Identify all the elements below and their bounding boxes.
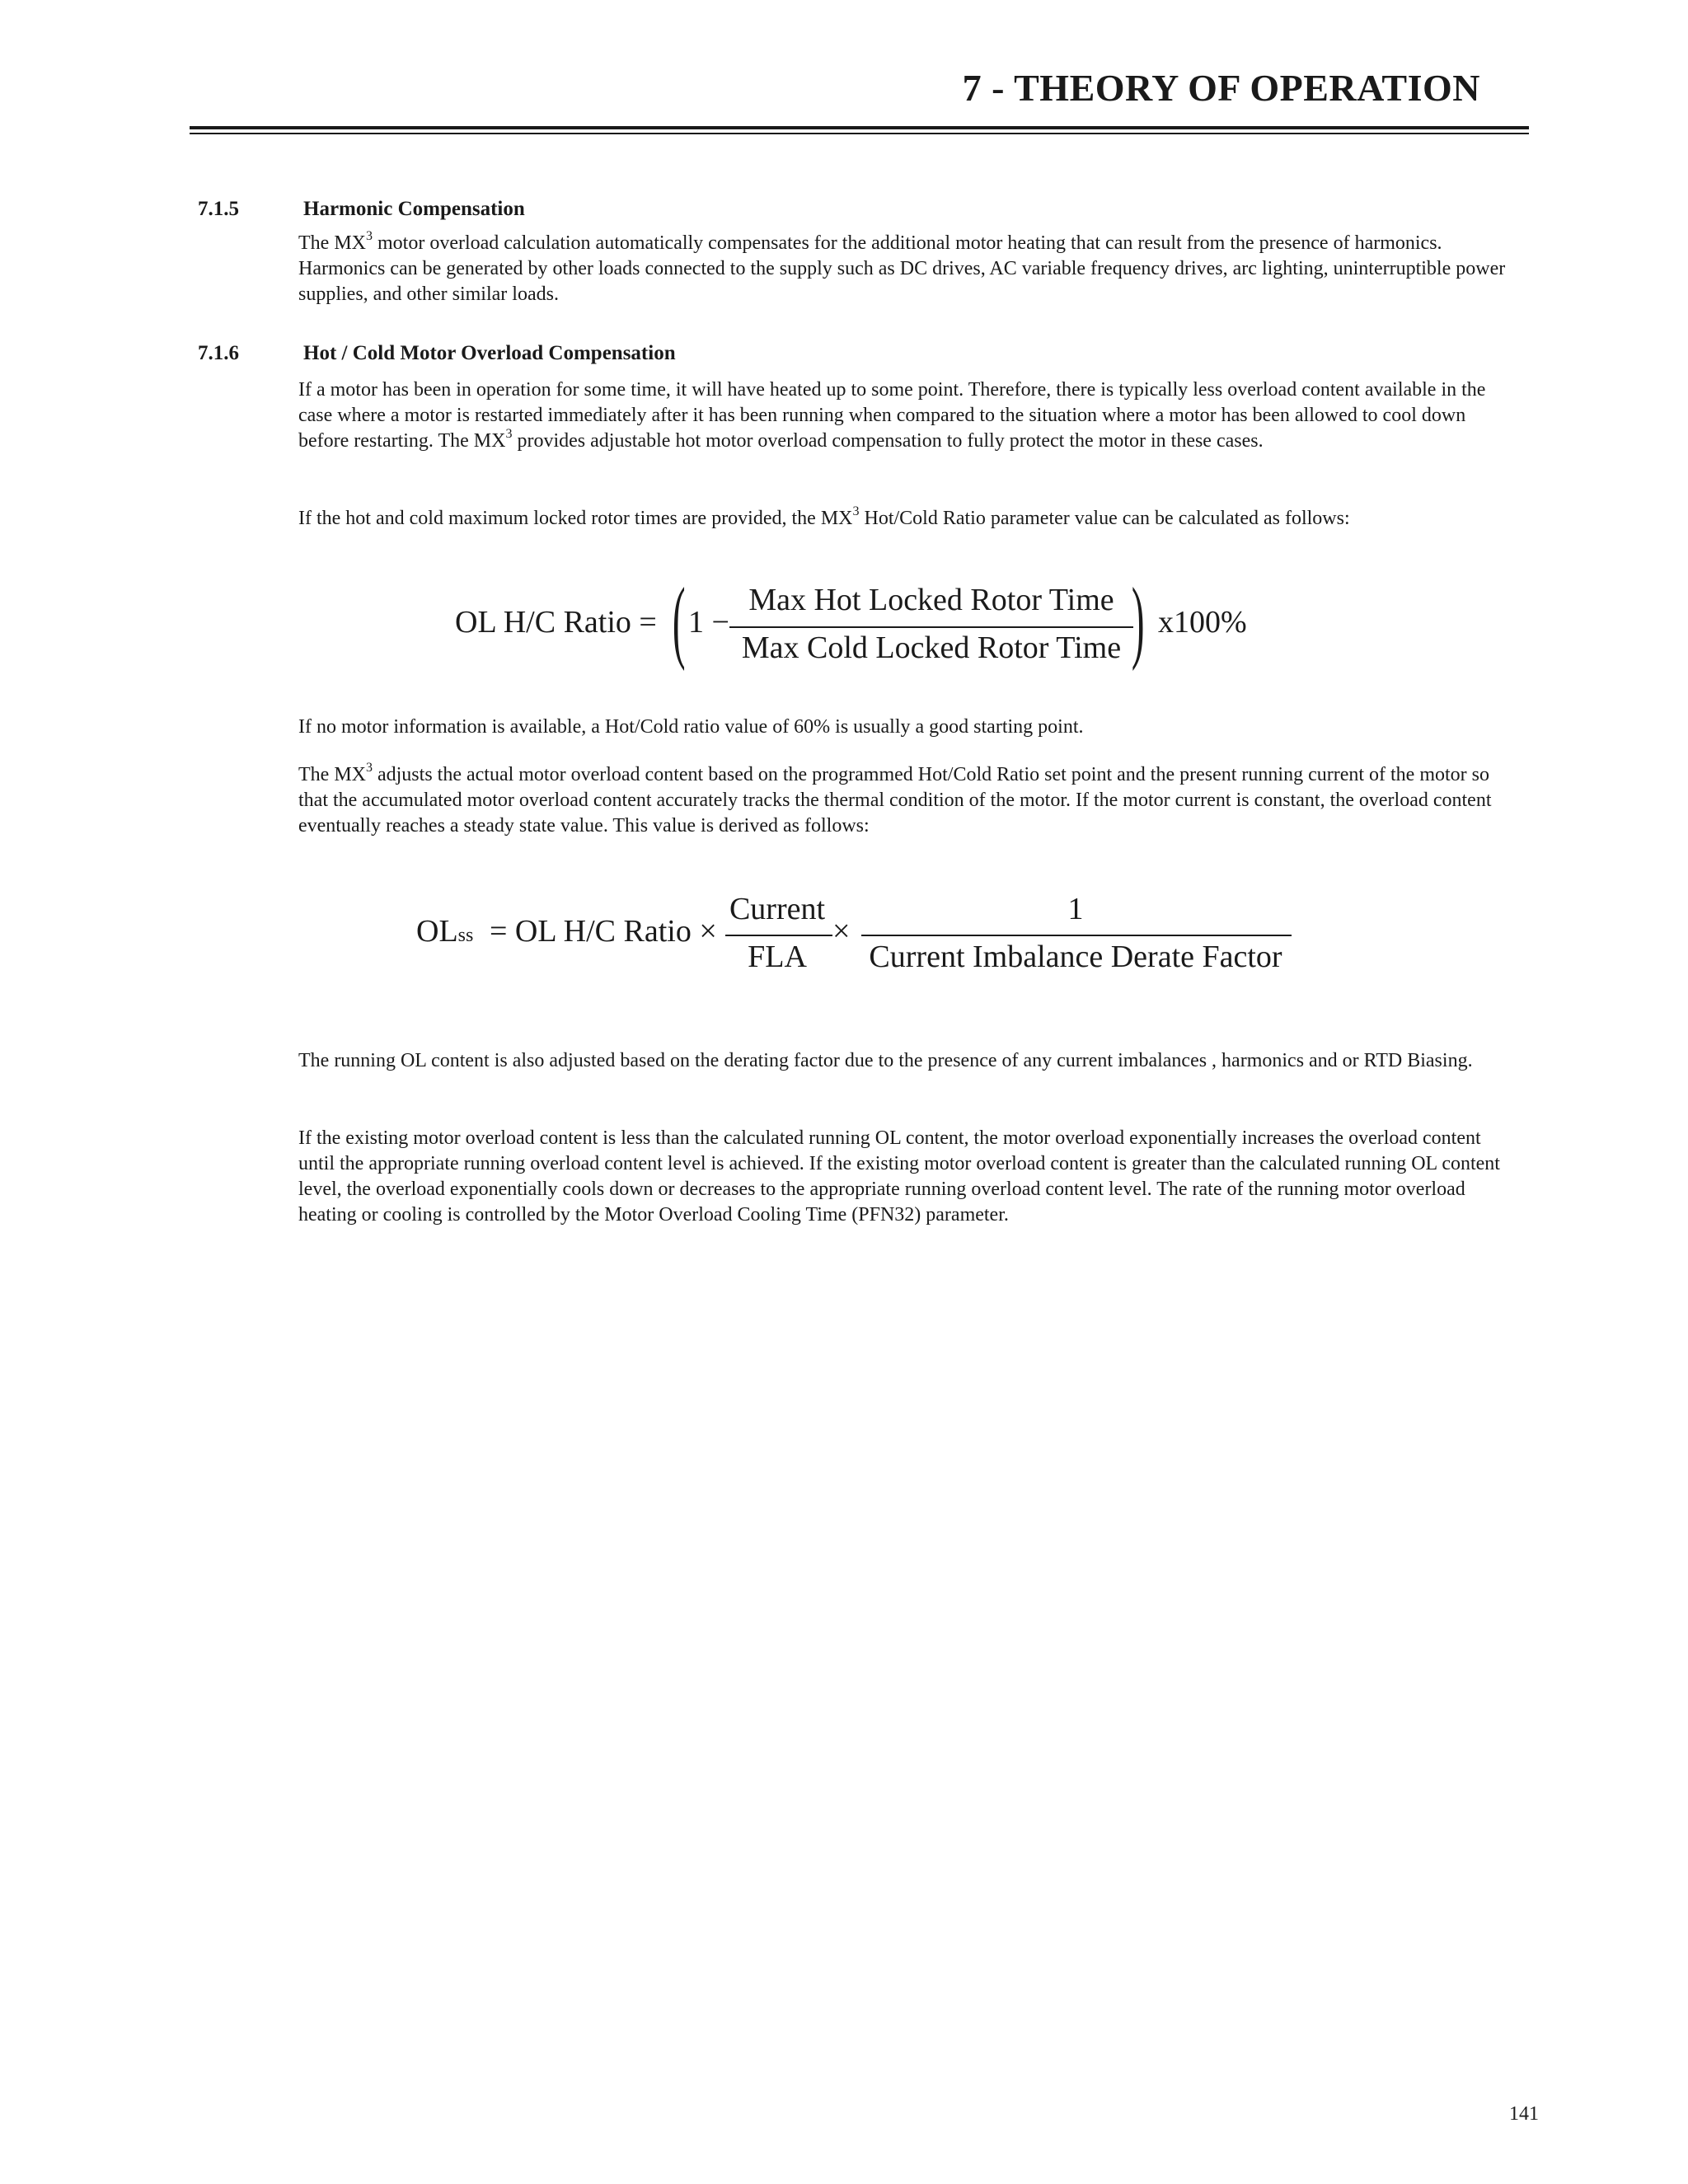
fraction-bar	[725, 935, 832, 936]
paragraph-hot-cold-intro: If a motor has been in operation for some time, it will have heated up to some point. Therefore, there is typically less overload content available in the case where a motor is restarted immediately after it has been running when compared to the situation where a motor has been allowed to cool down before restarting. The $MX^3$ provides adjustable hot motor overload compensation to fully protect the motor in these cases.	[298, 379, 1486, 452]
header-rule-thin	[190, 133, 1529, 134]
fraction-bar	[729, 626, 1133, 628]
paragraph-harmonic-compensation: The $MX^3$ motor overload calculation automatically compensates for the additional motor heating that can result from the presence of harmonics. Harmonics can be generated by other loads connected to the supply such as DC drives, AC variable frequency drives, arc lighting, uninterruptible power supplies, and other similar loads.	[298, 229, 1506, 305]
equation-lhs: OL H/C Ratio =	[455, 605, 657, 640]
paragraph-steady-state: The $MX^3$ adjusts the actual motor overload content based on the programmed Hot/Cold Ratio set point and the present running current of the motor so that the accumulated motor overload content accurately tracks the thermal condition of the motor. If the motor current is constant, the overload content eventually reaches a steady state value. This value is derived as follows:	[298, 761, 1492, 837]
paragraph-default-ratio: If no motor information is available, a Hot/Cold ratio value of 60% is usually a good starting point.	[298, 716, 1084, 738]
fraction-numerator: Max Hot Locked Rotor Time	[748, 583, 1114, 617]
fraction-denominator: Max Cold Locked Rotor Time	[741, 630, 1122, 665]
section-heading-7-1-5	[198, 198, 525, 221]
fraction-bar	[861, 935, 1292, 936]
header-rule-thick	[190, 126, 1529, 129]
section-title: Harmonic Compensation	[303, 198, 525, 220]
paragraph-hot-cold-ratio-calc: If the hot and cold maximum locked rotor times are provided, the $MX^3$ Hot/Cold Ratio parameter value can be calculated as follows:	[298, 504, 1350, 529]
left-parenthesis: (	[672, 569, 686, 672]
one-minus: 1 −	[688, 605, 729, 640]
equation-lhs: OLss	[416, 914, 474, 949]
fraction-denominator: FLA	[748, 940, 807, 974]
equation-middle: = OL H/C Ratio ×	[490, 914, 717, 949]
section-heading-7-1-6	[198, 342, 676, 365]
chapter-title: 7 - THEORY OF OPERATION	[962, 67, 1480, 109]
page-number: 141	[1509, 2103, 1539, 2125]
fraction-denominator: Current Imbalance Derate Factor	[869, 940, 1282, 974]
right-parenthesis: )	[1131, 569, 1145, 672]
section-number: 7.1.6	[198, 342, 239, 364]
paragraph-exponential-adjust: If the existing motor overload content is less than the calculated running OL content, the motor overload exponentially increases the overload content until the appropriate running overload content level is achieved. If the existing motor overload content is greater than the calculated running OL content level, the overload exponentially cools down or decreases to the appropriate running overload content level. The rate of the running motor overload heating or cooling is controlled by the Motor Overload Cooling Time (PFN32) parameter.	[298, 1127, 1500, 1226]
fraction-numerator: Current	[729, 892, 826, 926]
times-sign: ×	[832, 914, 851, 949]
fraction-numerator: 1	[1067, 892, 1084, 926]
section-title: Hot / Cold Motor Overload Compensation	[303, 342, 676, 364]
section-number: 7.1.5	[198, 198, 239, 220]
paragraph-running-ol: The running OL content is also adjusted based on the derating factor due to the presence of any current imbalances , harmonics and or RTD Biasing.	[298, 1050, 1473, 1071]
equation-suffix: x100%	[1158, 605, 1247, 640]
